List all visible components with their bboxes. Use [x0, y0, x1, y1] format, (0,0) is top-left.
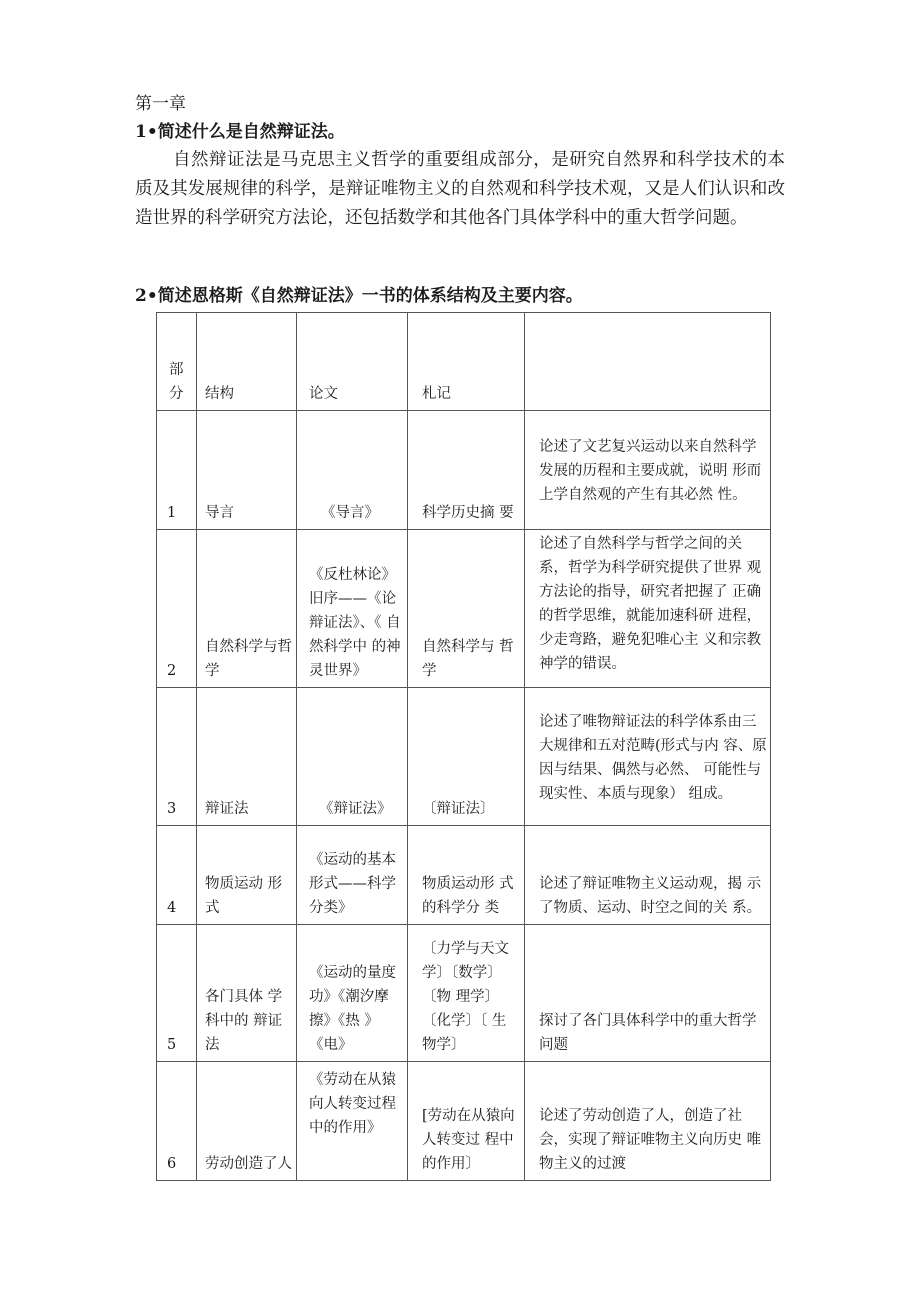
table-row	[157, 1062, 771, 1181]
cell-content: 论述了劳动创造了人，创造了社 会，实现了辩证唯物主义向历史 唯物主义的过渡	[525, 1062, 771, 1181]
question-2: 2•简述恩格斯《自然辩证法》一书的体系结构及主要内容。	[135, 286, 583, 306]
structure-table	[156, 312, 771, 1181]
cell-content: 探讨了各门具体科学中的重大哲学问题	[525, 925, 771, 1062]
cell-part: 4	[157, 826, 197, 925]
cell-essay: 《运动的基本形式——科学分类》	[297, 826, 408, 925]
cell-part: 1	[157, 411, 197, 530]
question-1: 1•简述什么是自然辩证法。	[135, 122, 345, 142]
header-notes: 札记	[408, 313, 525, 411]
cell-structure: 物质运动 形式	[197, 826, 297, 925]
table-header-row	[157, 313, 771, 411]
cell-structure: 辩证法	[197, 688, 297, 826]
cell-part: 5	[157, 925, 197, 1062]
header-content	[525, 313, 771, 411]
cell-notes: 自然科学与 哲学	[408, 530, 525, 688]
cell-essay: 《辩证法》	[297, 688, 408, 826]
header-structure: 结构	[197, 313, 297, 411]
cell-structure: 劳动创造了人	[197, 1062, 297, 1181]
header-essay: 论文	[297, 313, 408, 411]
cell-notes: 物质运动形 式的科学分 类	[408, 826, 525, 925]
header-part: 部分	[157, 313, 197, 411]
cell-structure: 各门具体 学科中的 辩证法	[197, 925, 297, 1062]
cell-essay: 《反杜林论》旧序——《论辩证法》、《 自然科学中 的神灵世界》	[297, 530, 408, 688]
table-row	[157, 925, 771, 1062]
cell-essay: 《劳动在从猿向人转变过程中的作用》	[297, 1062, 408, 1181]
cell-essay: 《运动的量度功》《潮汐摩擦》《热 》《电》	[297, 925, 408, 1062]
cell-notes: 科学历史摘 要	[408, 411, 525, 530]
cell-part: 3	[157, 688, 197, 826]
cell-notes: [劳动在从猿向人转变过 程中的作用〕	[408, 1062, 525, 1181]
cell-content: 论述了文艺复兴运动以来自然科学发展的历程和主要成就，说明 形而上学自然观的产生有其必然 性。	[525, 411, 771, 530]
table-row	[157, 688, 771, 826]
cell-content: 论述了自然科学与哲学之间的关系，哲学为科学研究提供了世界 观方法论的指导，研究者把握了 正确的哲学思维，就能加速科研 进程，少走弯路，避免犯唯心主 义和宗教神学的错误。	[525, 530, 771, 688]
cell-content: 论述了唯物辩证法的科学体系由三大规律和五对范畴(形式与内 容、原因与结果、偶然与必然、 可能性与现实性、本质与现象） 组成。	[525, 688, 771, 826]
cell-part: 6	[157, 1062, 197, 1181]
cell-essay: 《导言》	[297, 411, 408, 530]
table-row	[157, 826, 771, 925]
cell-part: 2	[157, 530, 197, 688]
chapter-title: 第一章	[135, 94, 186, 114]
cell-structure: 自然科学与哲学	[197, 530, 297, 688]
cell-content: 论述了辩证唯物主义运动观，揭 示了物质、运动、时空之间的关 系。	[525, 826, 771, 925]
cell-structure: 导言	[197, 411, 297, 530]
answer-1: 自然辩证法是马克思主义哲学的重要组成部分，是研究自然界和科学技术的本质及其发展规律的科学，是辩证唯物主义的自然观和科学技术观，又是人们认识和改造世界的科学研究方法论，还包括数学和其他各门具体学科中的重大哲学问题。	[135, 150, 785, 228]
table-row	[157, 530, 771, 688]
cell-notes: 〔辩证法〕	[408, 688, 525, 826]
cell-notes: 〔力学与天文学〕〔数学〕〔物 理学〕〔化学〕〔 生物学〕	[408, 925, 525, 1062]
table-row	[157, 411, 771, 530]
